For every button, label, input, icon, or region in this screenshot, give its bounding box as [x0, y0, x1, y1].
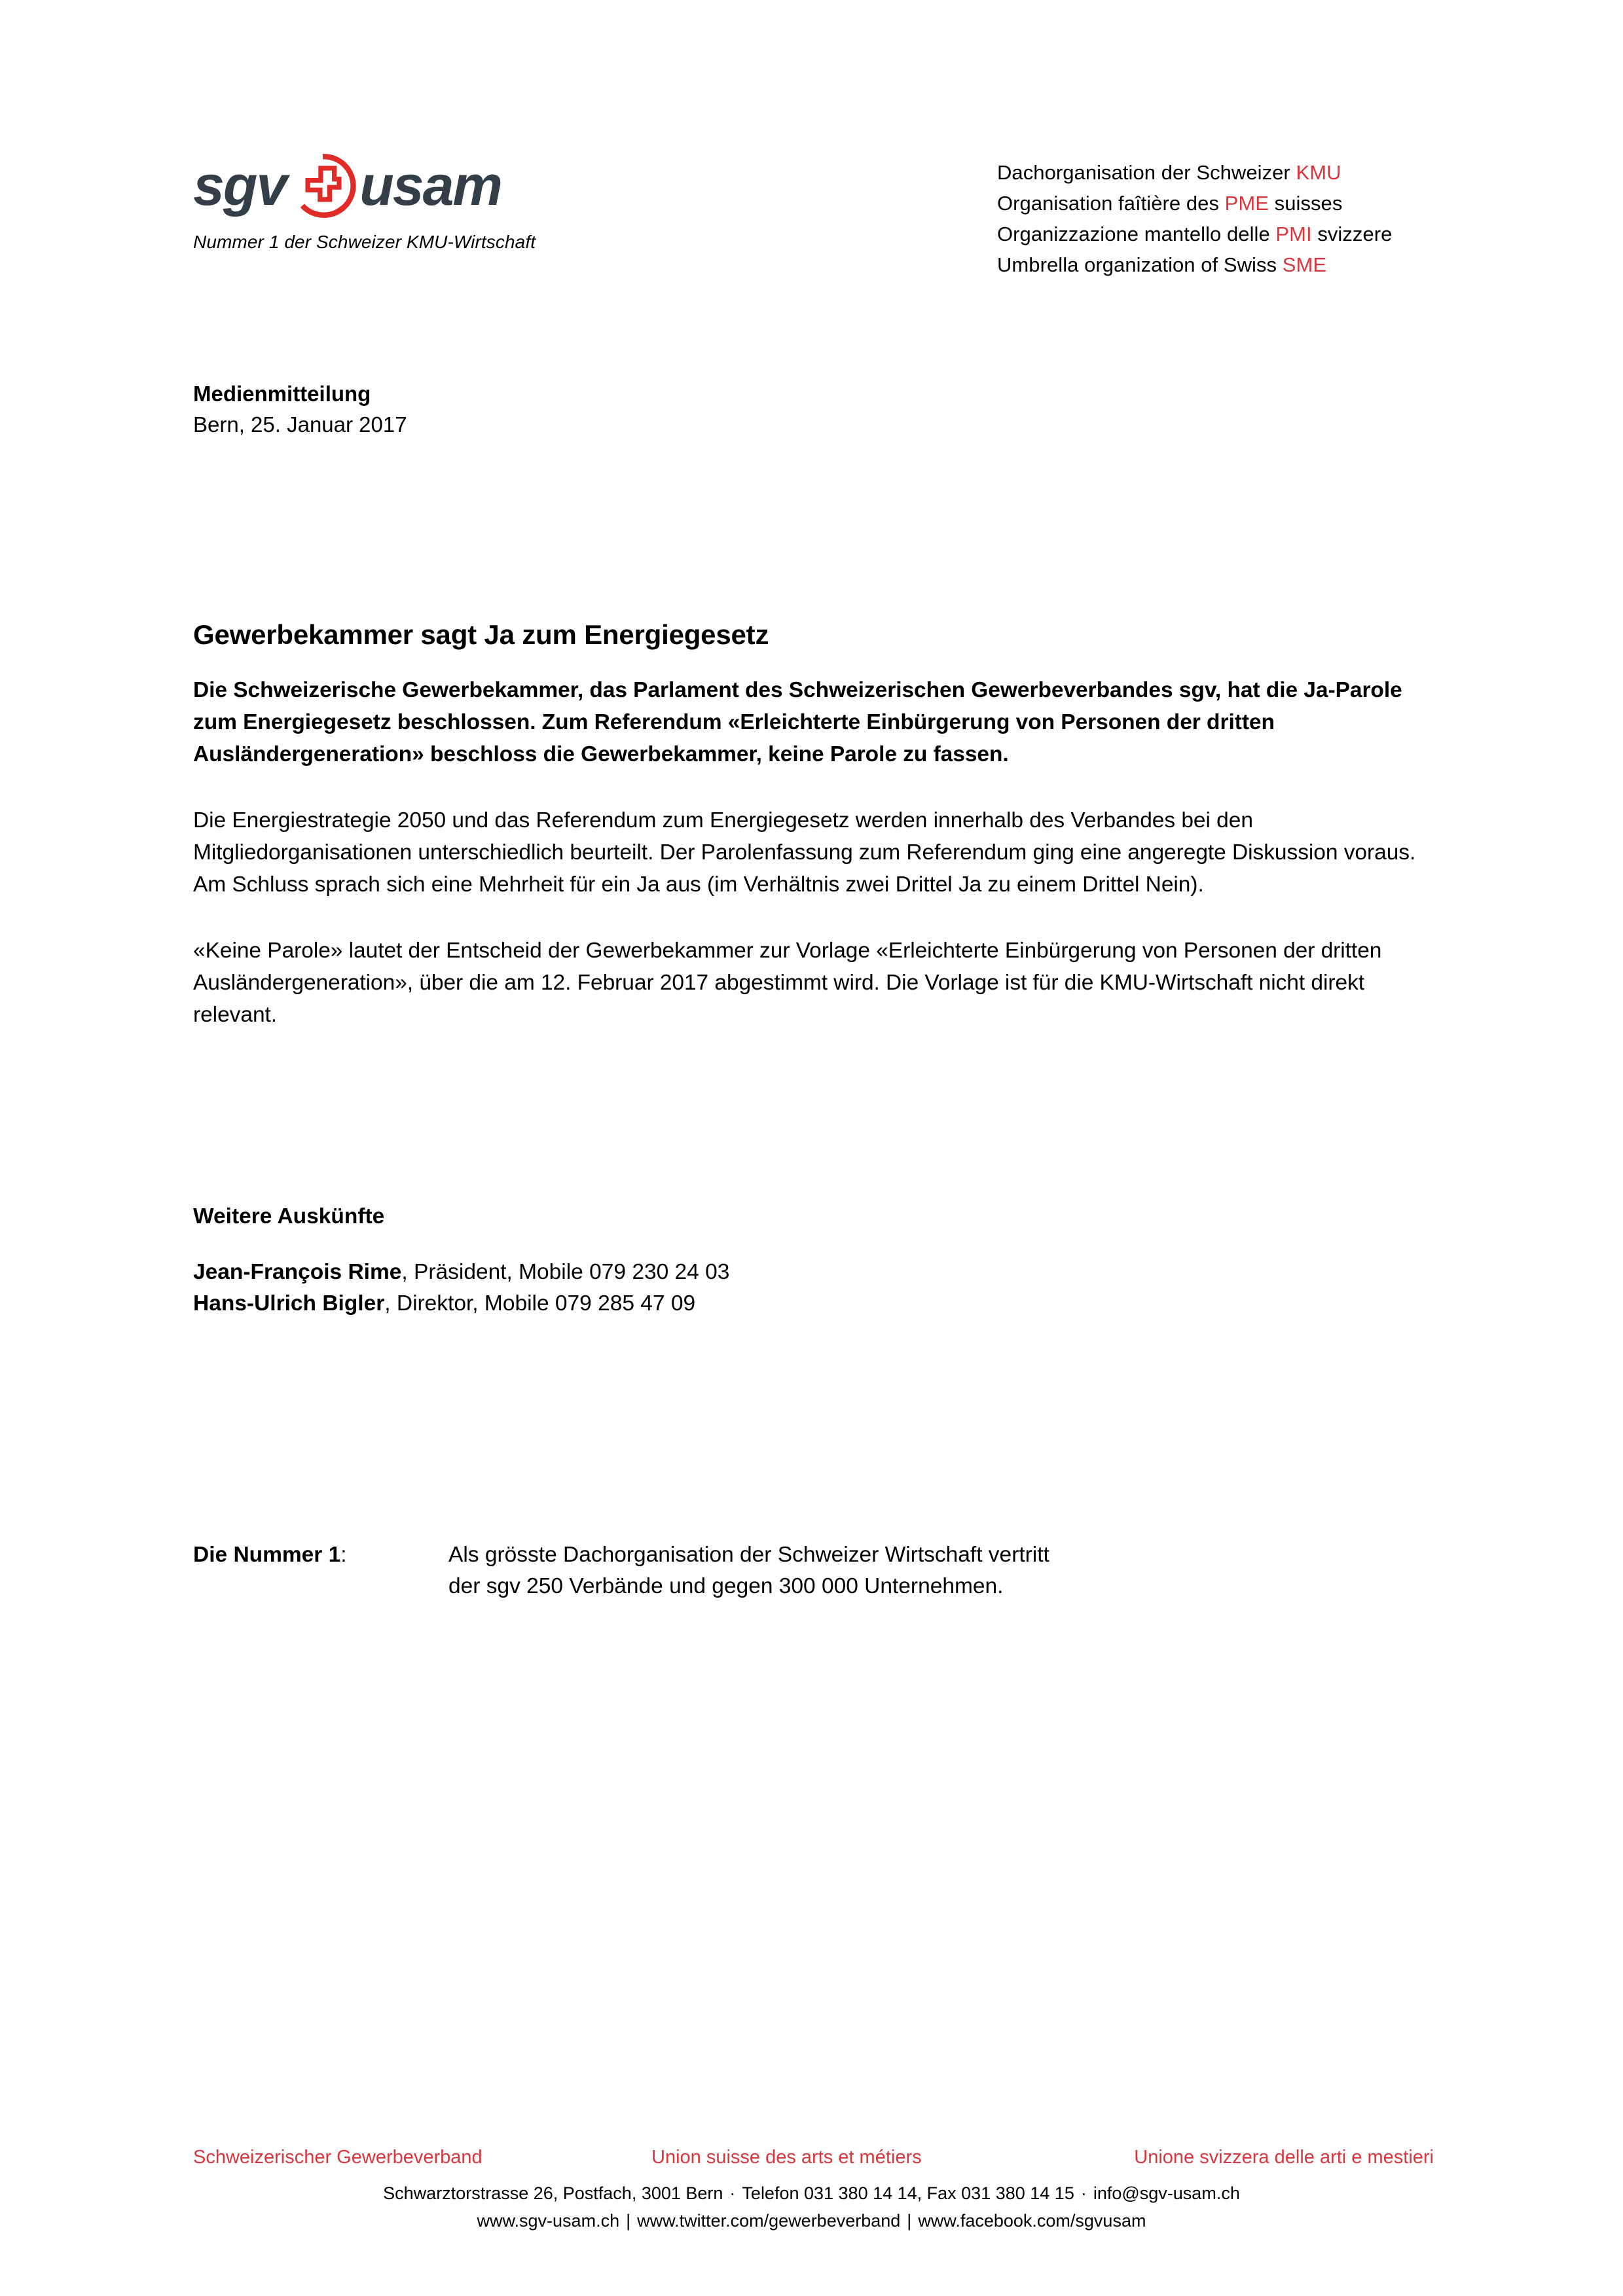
boilerplate-text-line2: der sgv 250 Verbände und gegen 300 000 Unternehmen.	[448, 1574, 1004, 1598]
footer-website-link[interactable]: www.sgv-usam.ch	[477, 2211, 620, 2231]
logo-tagline: Nummer 1 der Schweizer KMU-Wirtschaft	[193, 232, 536, 252]
header-language-list	[997, 157, 1392, 280]
organization-logo	[193, 149, 536, 253]
body-paragraph-1: Die Energiestrategie 2050 und das Referendum zum Energiegesetz werden innerhalb des Verbandes bei den Mitgliedorganisationen unterschiedlich beurteilt. Der Parolenfassung zum Referendum ging eine angeregte Diskussion voraus. Am Schluss sprach sich eine Mehrheit für ein Ja aus (im Verhältnis zwei Drittel Ja zu einem Drittel Nein).	[193, 808, 1416, 897]
footer-contact-block	[0, 2179, 1623, 2234]
body-paragraph-2: «Keine Parole» lautet der Entscheid der Gewerbekammer zur Vorlage «Erleichterte Einbürgerung von Personen der dritten Ausländergeneration», über die am 12. Februar 2017 abgestimmt wird. Die Vorlage ist für die KMU-Wirtschaft nicht direkt relevant.	[193, 939, 1382, 1027]
lang-text-de: Dachorganisation der Schweizer	[997, 161, 1296, 184]
logo-wordmark-sgv: sgv	[193, 154, 287, 217]
lang-text-en: Umbrella organization of Swiss	[997, 253, 1283, 276]
boilerplate-label-bold: Die Nummer 1	[193, 1543, 341, 1567]
contact-name-president: Jean-François Rime	[193, 1260, 402, 1284]
lang-acronym-pmi: PMI	[1275, 223, 1312, 245]
contact-details-director: , Direktor, Mobile 079 285 47 09	[384, 1291, 696, 1316]
page-header	[0, 0, 1623, 301]
footer-postal-address: Schwarztorstrasse 26, Postfach, 3001 Bern	[383, 2183, 723, 2203]
footer-separator-2: ·	[1080, 2183, 1087, 2203]
document-place-date: Bern, 25. Januar 2017	[193, 412, 407, 437]
footer-org-names	[193, 2147, 1434, 2168]
header-language-line-it	[997, 219, 1392, 249]
footer-facebook-link[interactable]: www.facebook.com/sgvusam	[918, 2211, 1146, 2231]
swiss-cross-circle-emblem	[289, 152, 357, 220]
footer-address-line	[0, 2179, 1623, 2207]
footer-twitter-link[interactable]: www.twitter.com/gewerbeverband	[637, 2211, 901, 2231]
footer-org-name-fr: Union suisse des arts et métiers	[651, 2147, 922, 2168]
page-title: Gewerbekammer sagt Ja zum Energiegesetz	[193, 619, 769, 651]
logo-wordmark-usam: usam	[359, 154, 501, 217]
document-meta	[193, 378, 407, 440]
document-kind: Medienmitteilung	[193, 382, 371, 406]
boilerplate-text	[448, 1539, 1049, 1602]
contact-row-director	[193, 1288, 1434, 1319]
header-language-line-en	[997, 249, 1392, 280]
lang-suffix-it: svizzere	[1311, 223, 1393, 245]
contact-row-president	[193, 1257, 1434, 1288]
footer-separator-1: ·	[729, 2183, 736, 2203]
lang-text-it: Organizzazione mantello delle	[997, 223, 1276, 245]
boilerplate-label-colon: :	[340, 1543, 347, 1567]
article-body	[193, 674, 1434, 1065]
boilerplate-section	[193, 1539, 1434, 1602]
footer-org-name-it: Unione svizzera delle arti e mestieri	[1134, 2147, 1434, 2168]
lang-text-fr: Organisation faîtière des	[997, 192, 1225, 215]
page-footer	[0, 2080, 1623, 2296]
lead-paragraph: Die Schweizerische Gewerbekammer, das Parlament des Schweizerischen Gewerbeverbandes sgv, hat die Ja-Parole zum Energiegesetz beschlossen. Zum Referendum «Erleichterte Einbürgerung von Personen der dritten Ausländergeneration» beschloss die Gewerbekammer, keine Parole zu fassen.	[193, 678, 1402, 766]
header-language-line-de	[997, 157, 1392, 188]
contacts-heading: Weitere Auskünfte	[193, 1204, 385, 1229]
boilerplate-label	[193, 1539, 448, 1571]
footer-org-name-de: Schweizerischer Gewerbeverband	[193, 2147, 483, 2168]
contact-name-director: Hans-Ulrich Bigler	[193, 1291, 385, 1316]
contact-details-president: , Präsident, Mobile 079 230 24 03	[401, 1260, 730, 1284]
logo-lockup	[193, 149, 536, 223]
footer-web-separator-2: |	[907, 2211, 912, 2231]
header-language-line-fr	[997, 188, 1392, 219]
footer-phone-fax: Telefon 031 380 14 14, Fax 031 380 14 15	[742, 2183, 1074, 2203]
footer-web-line	[0, 2207, 1623, 2234]
footer-email-link[interactable]: info@sgv-usam.ch	[1093, 2183, 1240, 2203]
lang-acronym-sme: SME	[1282, 253, 1327, 276]
lang-acronym-pme: PME	[1224, 192, 1269, 215]
lang-acronym-kmu: KMU	[1296, 161, 1341, 184]
boilerplate-text-line1: Als grösste Dachorganisation der Schweizer Wirtschaft vertritt	[448, 1543, 1049, 1567]
contacts-section	[193, 1204, 1434, 1319]
footer-web-separator-1: |	[626, 2211, 631, 2231]
lang-suffix-fr: suisses	[1269, 192, 1343, 215]
